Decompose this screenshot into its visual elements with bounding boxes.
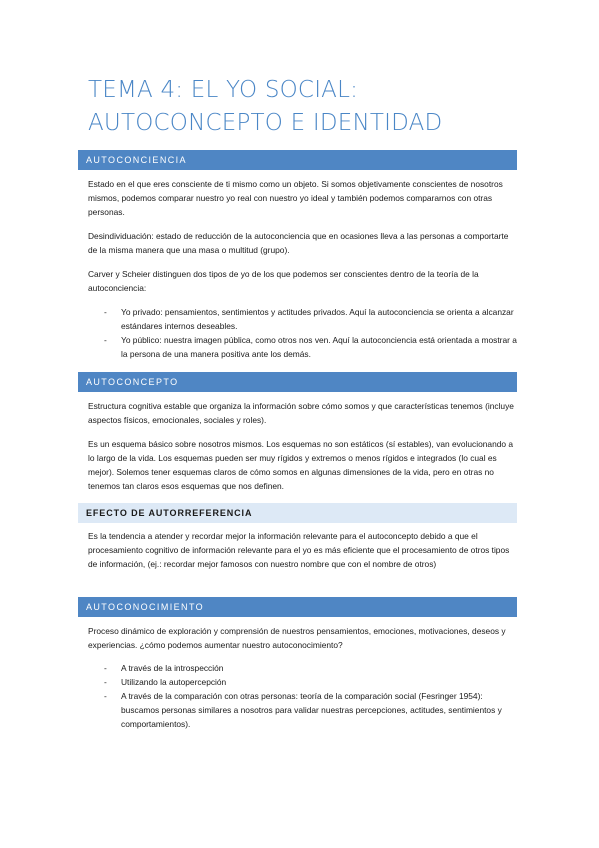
autoconciencia-paragraph-1: Estado en el que eres consciente de ti mismo como un objeto. Si somos objetivamente conscientes de nosotros mismos, podemos comparar nuestro yo real con nuestro yo ideal y también podemos compararnos con otras personas. (88, 179, 503, 217)
bullet-marker: - (104, 691, 107, 701)
section-heading-autoconcepto: AUTOCONCEPTO (78, 372, 517, 392)
autoconciencia-paragraph-3: Carver y Scheier distinguen dos tipos de yo de los que podemos ser conscientes dentro de la teoría de la autoconciencia: (88, 269, 479, 293)
list-item (88, 661, 518, 675)
bullet-marker: - (104, 663, 107, 673)
subsection-heading-autorreferencia: EFECTO DE AUTORREFERENCIA (78, 503, 517, 523)
autoconciencia-paragraph-2: Desindividuación: estado de reducción de la autoconciencia que en ocasiones lleva a las personas a comportarte de la misma manera que una masa o multitud (grupo). (88, 231, 509, 255)
list-item-text: Utilizando la autopercepción (121, 677, 227, 687)
list-item (88, 675, 518, 689)
list-item (88, 333, 518, 361)
bullet-marker: - (104, 335, 107, 345)
list-item-text: Yo privado: pensamientos, sentimientos y actitudes privados. Aquí la autoconciencia se orienta a alcanzar estándares internos deseables. (121, 307, 514, 331)
bullet-marker: - (104, 307, 107, 317)
list-item-text: Yo público: nuestra imagen pública, como otros nos ven. Aquí la autoconciencia está orientada a mostrar a la persona de una manera positiva ante los demás. (121, 335, 517, 359)
autoconcepto-paragraph-2: Es un esquema básico sobre nosotros mismos. Los esquemas no son estáticos (sí estables), van evolucionando a lo largo de la vida. Los esquemas pueden ser muy rígidos y extremos o menos rígidos e integrados (lo cual es mejor). Solemos tener esquemas claros de cómo somos en algunas dimensiones de la vida, pero en otras no tenemos tan claros esos esquemas que nos definen. (88, 439, 514, 491)
document-title (88, 74, 528, 140)
list-item (88, 689, 518, 731)
list-item-text: A través de la comparación con otras personas: teoría de la comparación social (Fesringer 1954): buscamos personas similares a nosotros para validar nuestras percepciones, actitudes, sentimientos y comportamientos). (121, 691, 502, 729)
section-heading-autoconciencia: AUTOCONCIENCIA (78, 150, 517, 170)
autoconcepto-paragraph-1: Estructura cognitiva estable que organiza la información sobre cómo somos y que características tenemos (incluye aspectos físicos, emocionales, sociales y roles). (88, 401, 514, 425)
list-item (88, 305, 518, 333)
title-line-1: TEMA 4: EL YO SOCIAL: (88, 77, 359, 103)
title-line-2: AUTOCONCEPTO E IDENTIDAD (88, 110, 443, 136)
section-heading-autoconocimiento: AUTOCONOCIMIENTO (78, 597, 517, 617)
autorreferencia-paragraph-1: Es la tendencia a atender y recordar mejor la información relevante para el autoconcepto debido a que el procesamiento cognitivo de información relevante para el yo es más eficiente que el procesamiento de otros tipos de información, (ej.: recordar mejor famosos con nuestro nombre que con el nombre de otros) (88, 531, 510, 569)
bullet-marker: - (104, 677, 107, 687)
autoconocimiento-paragraph-1: Proceso dinámico de exploración y comprensión de nuestros pensamientos, emociones, motivaciones, deseos y experiencias. ¿cómo podemos aumentar nuestro autoconocimiento? (88, 626, 506, 650)
list-item-text: A través de la introspección (121, 663, 224, 673)
